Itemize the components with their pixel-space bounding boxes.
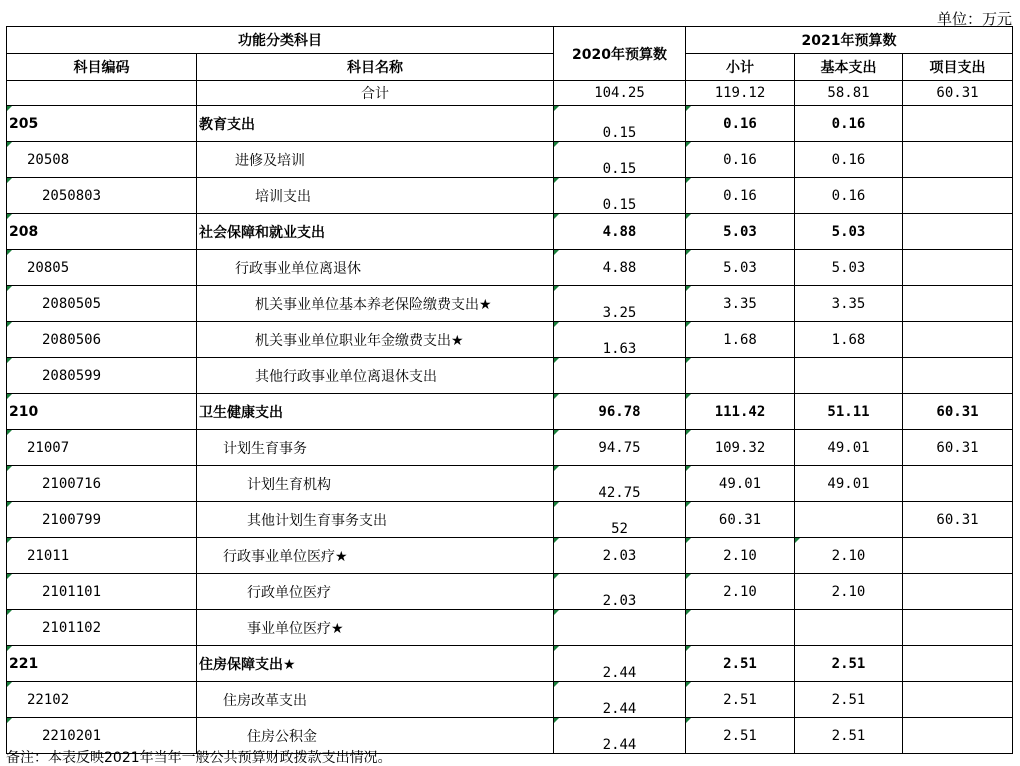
table-row [7,538,1013,574]
row-code: 2101101 [7,574,197,610]
row-project [903,178,1013,214]
row-basic: 49.01 [795,466,903,502]
row-basic [795,358,903,394]
row-subtotal: 3.35 [686,286,795,322]
footnote: 备注：本表反映2021年当年一般公共预算财政拨款支出情况。 [6,750,392,766]
row-code: 21011 [7,538,197,574]
header-row-1 [7,27,1013,54]
row-b2020: 2.03 [554,538,686,574]
unit-label: 单位：万元 [936,10,1012,28]
header-subtotal: 小计 [686,54,795,81]
row-subtotal: 111.42 [686,394,795,430]
table-row [7,718,1013,754]
table-row [7,646,1013,682]
total-project: 60.31 [903,81,1013,106]
row-subtotal [686,358,795,394]
row-basic: 2.51 [795,682,903,718]
total-code-cell [7,81,197,106]
row-b2020: 4.88 [554,250,686,286]
row-code: 21007 [7,430,197,466]
row-name: 其他计划生育事务支出 [197,502,554,538]
row-name: 行政事业单位医疗★ [197,538,554,574]
row-name: 进修及培训 [197,142,554,178]
row-basic: 49.01 [795,430,903,466]
row-project [903,538,1013,574]
header-budget-2021: 2021年预算数 [686,27,1013,54]
row-project [903,106,1013,142]
row-subtotal: 5.03 [686,250,795,286]
row-project: 60.31 [903,430,1013,466]
header-code: 科目编码 [7,54,197,81]
header-row-2 [7,54,1013,81]
header-project: 项目支出 [903,54,1013,81]
row-b2020: 0.15 [554,178,686,214]
row-basic: 0.16 [795,106,903,142]
row-code: 2101102 [7,610,197,646]
table-row [7,682,1013,718]
table-row [7,502,1013,538]
table-row [7,142,1013,178]
row-basic [795,502,903,538]
row-subtotal [686,610,795,646]
row-b2020: 94.75 [554,430,686,466]
row-code: 208 [7,214,197,250]
row-project [903,466,1013,502]
row-project [903,142,1013,178]
row-b2020: 2.44 [554,682,686,718]
row-basic: 2.10 [795,574,903,610]
row-basic: 5.03 [795,250,903,286]
budget-table [6,26,1013,754]
table-row [7,466,1013,502]
row-project [903,358,1013,394]
table-row [7,322,1013,358]
row-name: 机关事业单位职业年金缴费支出★ [197,322,554,358]
table-row [7,394,1013,430]
row-project [903,646,1013,682]
row-project [903,574,1013,610]
row-name: 机关事业单位基本养老保险缴费支出★ [197,286,554,322]
row-project [903,214,1013,250]
row-name: 计划生育机构 [197,466,554,502]
row-code: 20508 [7,142,197,178]
row-subtotal: 0.16 [686,142,795,178]
row-b2020: 1.63 [554,322,686,358]
row-subtotal: 2.10 [686,574,795,610]
row-name: 住房改革支出 [197,682,554,718]
row-basic: 2.10 [795,538,903,574]
row-code: 2210201 [7,718,197,754]
row-b2020 [554,610,686,646]
row-basic [795,610,903,646]
row-name: 住房保障支出★ [197,646,554,682]
row-name: 其他行政事业单位离退休支出 [197,358,554,394]
table-row [7,358,1013,394]
row-basic: 0.16 [795,142,903,178]
row-project [903,322,1013,358]
row-project [903,718,1013,754]
row-name: 行政单位医疗 [197,574,554,610]
row-code: 2100799 [7,502,197,538]
total-subtotal: 119.12 [686,81,795,106]
row-code: 221 [7,646,197,682]
total-label: 合计 [197,81,554,106]
row-subtotal: 5.03 [686,214,795,250]
row-subtotal: 0.16 [686,106,795,142]
header-functional-group: 功能分类科目 [7,27,554,54]
row-b2020: 2.44 [554,718,686,754]
row-name: 事业单位医疗★ [197,610,554,646]
row-subtotal: 60.31 [686,502,795,538]
header-budget-2020: 2020年预算数 [554,27,686,81]
row-code: 2080599 [7,358,197,394]
row-b2020: 0.15 [554,106,686,142]
row-code: 22102 [7,682,197,718]
table-row [7,286,1013,322]
row-basic: 3.35 [795,286,903,322]
row-name: 卫生健康支出 [197,394,554,430]
table-row [7,178,1013,214]
row-basic: 2.51 [795,718,903,754]
table-row [7,574,1013,610]
row-project [903,250,1013,286]
row-project [903,682,1013,718]
row-b2020: 2.03 [554,574,686,610]
row-project [903,286,1013,322]
row-code: 205 [7,106,197,142]
row-b2020: 3.25 [554,286,686,322]
row-basic: 1.68 [795,322,903,358]
header-name: 科目名称 [197,54,554,81]
row-project: 60.31 [903,394,1013,430]
row-project [903,610,1013,646]
row-name: 计划生育事务 [197,430,554,466]
row-b2020: 52 [554,502,686,538]
row-subtotal: 1.68 [686,322,795,358]
row-b2020: 4.88 [554,214,686,250]
row-b2020 [554,358,686,394]
row-basic: 2.51 [795,646,903,682]
total-b2020: 104.25 [554,81,686,106]
header-basic: 基本支出 [795,54,903,81]
row-subtotal: 109.32 [686,430,795,466]
row-name: 行政事业单位离退休 [197,250,554,286]
row-subtotal: 2.51 [686,682,795,718]
row-subtotal: 49.01 [686,466,795,502]
row-b2020: 96.78 [554,394,686,430]
table-row [7,250,1013,286]
row-subtotal: 2.10 [686,538,795,574]
total-basic: 58.81 [795,81,903,106]
row-code: 2080505 [7,286,197,322]
row-b2020: 42.75 [554,466,686,502]
row-basic: 5.03 [795,214,903,250]
row-subtotal: 2.51 [686,646,795,682]
row-name: 教育支出 [197,106,554,142]
row-code: 210 [7,394,197,430]
row-code: 2100716 [7,466,197,502]
row-code: 2050803 [7,178,197,214]
row-project: 60.31 [903,502,1013,538]
table-row [7,610,1013,646]
table-row [7,214,1013,250]
total-row [7,81,1013,106]
row-subtotal: 0.16 [686,178,795,214]
row-subtotal: 2.51 [686,718,795,754]
row-name: 社会保障和就业支出 [197,214,554,250]
row-code: 2080506 [7,322,197,358]
row-code: 20805 [7,250,197,286]
table-row [7,430,1013,466]
row-b2020: 0.15 [554,142,686,178]
row-b2020: 2.44 [554,646,686,682]
row-basic: 51.11 [795,394,903,430]
row-basic: 0.16 [795,178,903,214]
row-name: 住房公积金 [197,718,554,754]
table-row [7,106,1013,142]
row-name: 培训支出 [197,178,554,214]
